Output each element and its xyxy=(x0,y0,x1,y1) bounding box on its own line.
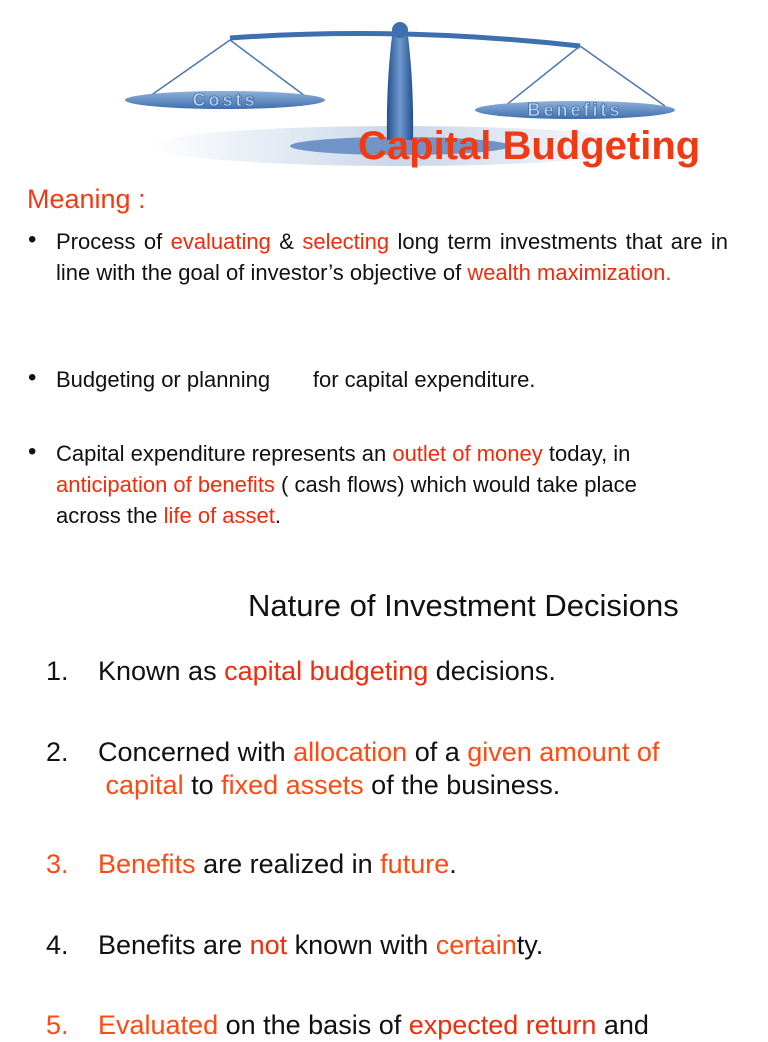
highlight-certain: certain xyxy=(435,930,517,960)
bullet-dot-icon: • xyxy=(28,364,37,391)
highlight-given-amount: given amount of xyxy=(467,737,660,767)
bullet-text: Process of evaluating & selecting long term investments that are in line with the goal of investor’s objective of wealth maximization. xyxy=(56,229,729,285)
page-title: Capital Budgeting xyxy=(358,124,701,168)
bullet-text: Budgeting or planning for capital expenditure. xyxy=(56,367,536,392)
item-number: 3. xyxy=(46,849,69,879)
item-text: Evaluated on the basis of expected return and xyxy=(98,1010,649,1040)
costs-pan-label: Costs xyxy=(192,90,258,110)
section-heading: Nature of Investment Decisions xyxy=(248,588,679,623)
item-number: 1. xyxy=(46,656,69,686)
item-number: 4. xyxy=(46,930,69,960)
bullet-item-definition xyxy=(28,226,738,288)
bullet-item-budgeting xyxy=(28,364,738,395)
highlight-life-of-asset: life of asset xyxy=(163,503,275,528)
numbered-item xyxy=(46,1009,746,1042)
numbered-item xyxy=(46,929,746,962)
scale-left-chains xyxy=(150,40,305,96)
highlight-fixed-assets: fixed assets xyxy=(221,770,364,800)
highlight-evaluated: Evaluated xyxy=(98,1010,219,1040)
highlight-allocation: allocation xyxy=(293,737,408,767)
item-text: Concerned with allocation of a given amount of capital to fixed assets of the business. xyxy=(98,737,660,800)
highlight-evaluating: evaluating xyxy=(170,229,271,254)
item-number: 2. xyxy=(46,737,69,767)
bullet-dot-icon: • xyxy=(28,226,37,253)
highlight-selecting: selecting xyxy=(302,229,390,254)
highlight-expected-return: expected return xyxy=(408,1010,597,1040)
highlight-not: not xyxy=(249,930,288,960)
benefits-pan-label: Benefits xyxy=(527,100,623,120)
numbered-item xyxy=(46,848,746,881)
scale-post xyxy=(387,22,413,140)
item-text: Known as capital budgeting decisions. xyxy=(98,656,556,686)
highlight-capital-budgeting: capital budgeting xyxy=(224,656,429,686)
highlight-benefits: Benefits xyxy=(98,849,196,879)
bullet-dot-icon: • xyxy=(28,438,37,465)
item-text: Benefits are not known with certainty. xyxy=(98,930,544,960)
highlight-anticipation-of-benefits: anticipation of benefits xyxy=(56,472,275,497)
item-number: 5. xyxy=(46,1010,69,1040)
bullet-item-capital-expenditure xyxy=(28,438,738,531)
numbered-item xyxy=(46,655,746,688)
scale-right-chains xyxy=(505,46,665,106)
highlight-wealth-maximization: wealth maximization. xyxy=(467,260,672,285)
highlight-capital: capital xyxy=(105,770,184,800)
meaning-label: Meaning : xyxy=(27,184,146,214)
scale-right-pan xyxy=(475,100,675,120)
item-text: Benefits are realized in future. xyxy=(98,849,457,879)
highlight-outlet-of-money: outlet of money xyxy=(392,441,543,466)
highlight-future: future xyxy=(380,849,450,879)
bullet-text: Capital expenditure represents an outlet of money today, in anticipation of benefits ( cash flows) which would take place across the life of asset. xyxy=(56,441,637,528)
numbered-item xyxy=(46,736,746,802)
